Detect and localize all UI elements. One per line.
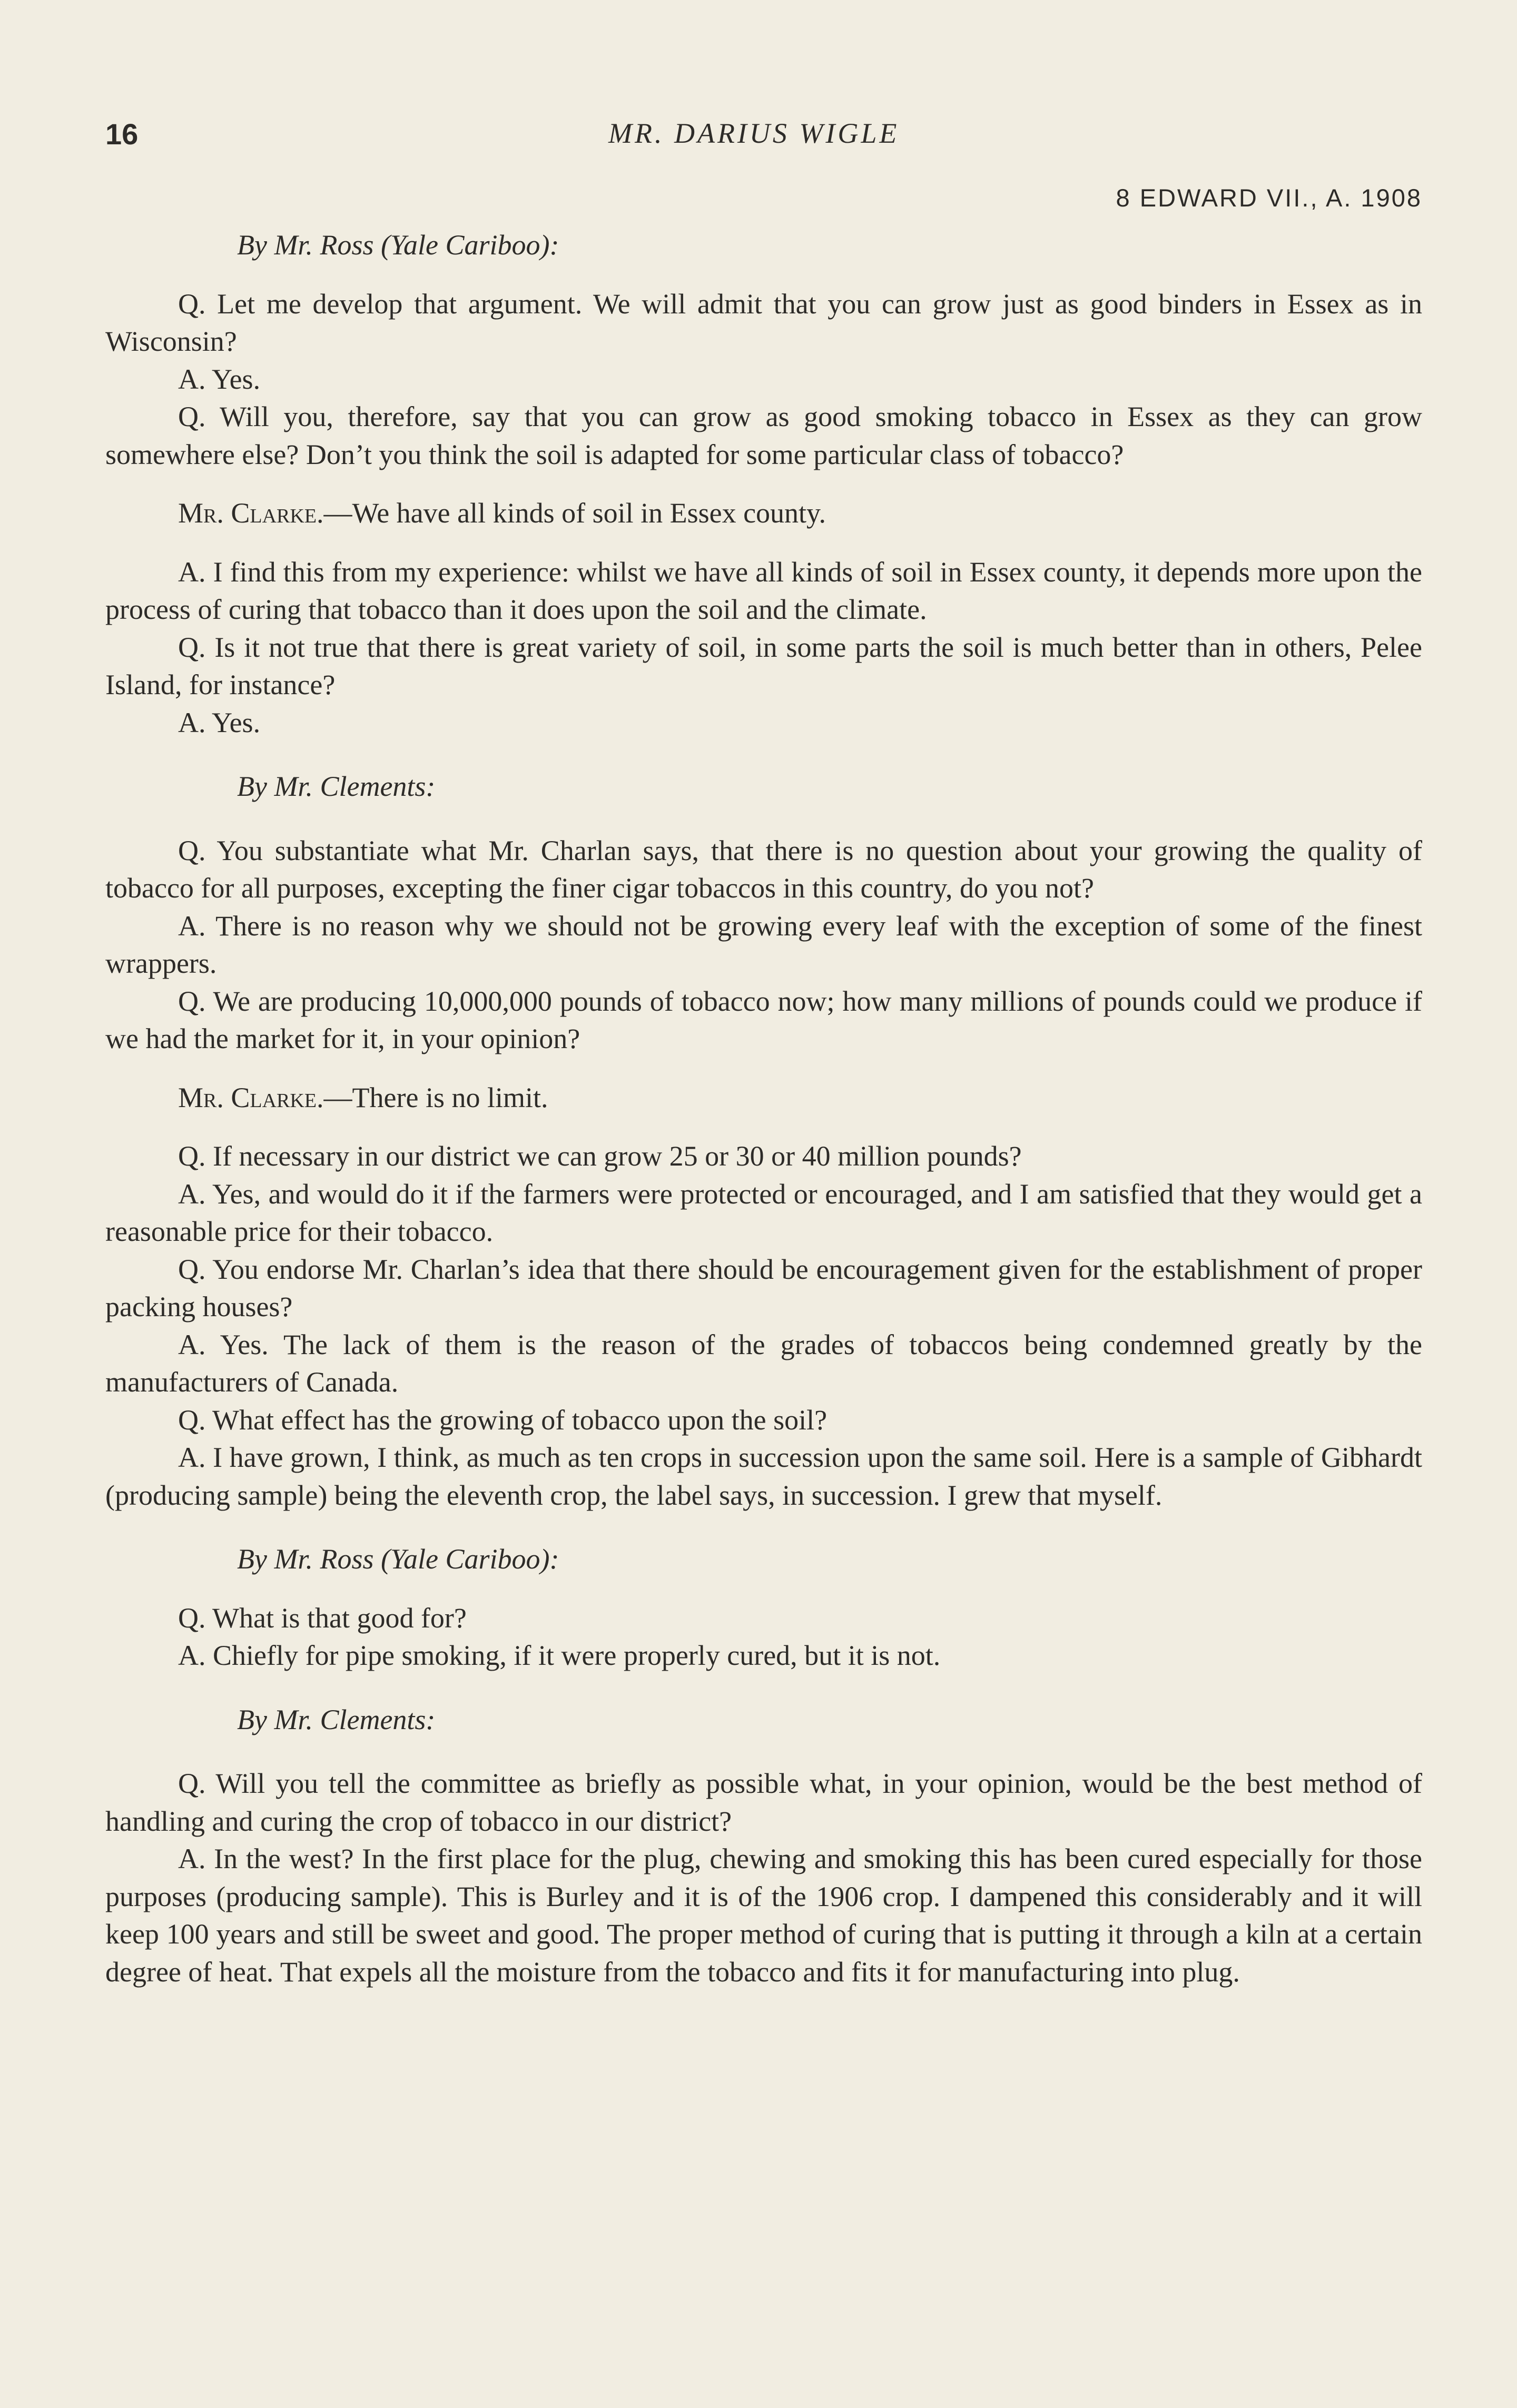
question: Q. What is that good for? [178,1602,467,1634]
answer: A. Yes. The lack of them is the reason of the grades of tobaccos being condemned greatly by the manufacturers of Canada. [105,1328,1422,1398]
answer: A. Chiefly for pipe smoking, if it were properly cured, but it is not. [178,1640,941,1671]
speaker-heading: By Mr. Clements: [237,771,436,802]
speaker-name: Mr. Clarke. [178,497,324,529]
page-number: 16 [105,117,139,151]
question: Q. Will you, therefore, say that you can grow as good smoking tobacco in Essex as they can grow somewhere else? Don’t you think the soil is adapted for some particular class of tobacco? [105,401,1422,470]
answer: A. I find this from my experience: whilst we have all kinds of soil in Essex county, it depends more upon the process of curing that tobacco than it does upon the soil and the climate. [105,556,1422,625]
speaker-heading: By Mr. Ross (Yale Cariboo): [237,1543,559,1575]
answer: A. In the west? In the first place for the plug, chewing and smoking this has been cured especially for those purposes (producing sample). This is Burley and it is of the 1906 crop. I dampened this considerably and it will keep 100 years and still be sweet and good. The proper method of curing that is putting it through a kiln at a certain degree of heat. That expels all the moisture from the tobacco and fits it for manufacturing into plug. [105,1843,1422,1988]
speaker-heading: By Mr. Clements: [237,1703,436,1735]
speaker-name: Mr. Clarke. [178,1081,324,1113]
question: Q. If necessary in our district we can grow 25 or 30 or 40 million pounds? [178,1140,1022,1172]
question: Q. Will you tell the committee as briefly as possible what, in your opinion, would be the best method of handling and curing the crop of tobacco in our district? [105,1768,1422,1837]
session-reference: 8 EDWARD VII., A. 1908 [1116,184,1422,212]
interjection-text: —There is no limit. [323,1081,548,1113]
answer: A. Yes. [178,706,261,738]
interjection [105,495,1422,532]
interjection-text: —We have all kinds of soil in Essex county. [323,497,826,529]
interjection [105,1079,1422,1117]
answer: A. Yes, and would do it if the farmers were protected or encouraged, and I am satisfied that they would get a reasonable price for their tobacco. [105,1178,1422,1247]
page-header [105,117,1422,159]
question: Q. Is it not true that there is great variety of soil, in some parts the soil is much better than in others, Pelee Island, for instance? [105,631,1422,700]
question: Q. We are producing 10,000,000 pounds of tobacco now; how many millions of pounds could we produce if we had the market for it, in your opinion? [105,985,1422,1054]
question: Q. You substantiate what Mr. Charlan says, that there is no question about your growing the quality of tobacco for all purposes, excepting the finer cigar tobaccos in this country, do you not? [105,834,1422,904]
running-head: MR. DARIUS WIGLE [608,117,900,149]
question: Q. You endorse Mr. Charlan’s idea that there should be encouragement given for the establishment of proper packing houses? [105,1253,1422,1323]
answer: A. There is no reason why we should not be growing every leaf with the exception of some of the finest wrappers. [105,910,1422,979]
answer: A. I have grown, I think, as much as ten crops in succession upon the same soil. Here is a sample of Gibhardt (producing sample) being the eleventh crop, the label says, in succession. I grew that myself. [105,1442,1422,1511]
answer: A. Yes. [178,363,261,395]
testimony-body [105,226,1422,1991]
question: Q. Let me develop that argument. We will admit that you can grow just as good binders in Essex as in Wisconsin? [105,288,1422,357]
speaker-heading: By Mr. Ross (Yale Cariboo): [237,229,559,261]
question: Q. What effect has the growing of tobacco upon the soil? [178,1404,828,1436]
